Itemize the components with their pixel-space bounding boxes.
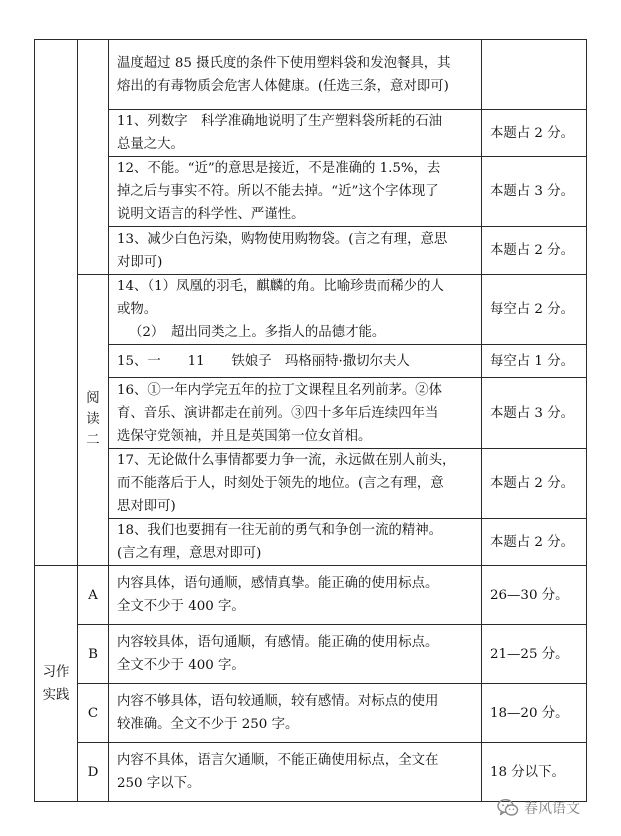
criteria-line: 内容具体，语句通顺，感情真挚。能正确的使用标点。 — [117, 576, 439, 591]
grade-label: C — [78, 684, 109, 743]
answer-line: 总量之大。 — [117, 137, 184, 152]
answer-line: （2） 超出同类之上。多指人的品德才能。 — [129, 325, 386, 340]
answer-content-18 — [109, 519, 482, 566]
score-cell: 本题占 3 分。 — [482, 157, 587, 227]
answer-line: 说明文语言的科学性、严谨性。 — [117, 207, 305, 222]
score-range: 18—20 分。 — [482, 684, 587, 743]
score-cell: 本题占 2 分。 — [482, 519, 587, 566]
answer-line: 掉之后与事实不符。所以不能去掉。“近”这个字体现了 — [117, 184, 439, 199]
answer-line: 熔出的有毒物质会危害人体健康。(任选三条，意对即可) — [117, 78, 449, 94]
reading-row-15 — [35, 345, 587, 378]
answer-content-11 — [109, 110, 482, 157]
score-cell: 每空占 1 分。 — [482, 345, 587, 378]
reading-row-13 — [35, 227, 587, 275]
answer-key-table — [34, 39, 587, 802]
reading-row-16 — [35, 378, 587, 449]
grade-criteria — [109, 625, 482, 684]
answer-content-15 — [109, 345, 482, 378]
reading-two-label: 阅读二 — [78, 275, 109, 566]
answer-line: 13、减少白色污染，购物使用购物袋。(言之有理，意思 — [117, 231, 448, 247]
criteria-line: 250 字以下。 — [117, 776, 201, 791]
score-cell: 每空占 2 分。 — [482, 275, 587, 345]
watermark-text: 春风语文 — [524, 801, 580, 817]
score-cell: 本题占 2 分。 — [482, 227, 587, 275]
answer-line: 14、（1）凤凰的羽毛，麒麟的角。比喻珍贵而稀少的人 — [117, 279, 444, 294]
criteria-line: 全文不少于 400 字。 — [117, 599, 245, 614]
score-range: 21—25 分。 — [482, 625, 587, 684]
grade-label: B — [78, 625, 109, 684]
writing-row-a — [35, 566, 587, 625]
score-cell: 本题占 3 分。 — [482, 378, 587, 449]
wechat-icon — [497, 798, 519, 818]
answer-line: 17、无论做什么事情都要力争一流，永远做在别人前头， — [117, 453, 456, 468]
answer-line: (言之有理，意思对即可) — [117, 546, 262, 561]
score-cell: 本题占 2 分。 — [482, 110, 587, 157]
answer-line: 思对即可) — [117, 499, 176, 514]
answer-line: 选保守党领袖，并且是英国第一位女首相。 — [117, 428, 372, 444]
reading-row-17 — [35, 449, 587, 519]
score-range: 26—30 分。 — [482, 566, 587, 625]
answer-line: 育、音乐、演讲都走在前列。③四十多年后连续四年当 — [117, 405, 439, 421]
answer-line: 而不能落后于人，时刻处于领先的地位。(言之有理，意 — [117, 476, 444, 491]
answer-content-17 — [109, 449, 482, 519]
answer-content-13 — [109, 227, 482, 275]
answer-line: 18、我们也要拥有一往无前的勇气和争创一流的精神。 — [117, 523, 443, 538]
answer-line: 温度超过 85 摄氏度的条件下使用塑料袋和发泡餐具，其 — [117, 55, 451, 71]
empty-category-cell — [35, 40, 78, 566]
grade-label: A — [78, 566, 109, 625]
score-range: 18 分以下。 — [482, 743, 587, 802]
reading-row-12 — [35, 157, 587, 227]
writing-row-d — [35, 743, 587, 802]
grade-label: D — [78, 743, 109, 802]
writing-row-c — [35, 684, 587, 743]
reading-row-18 — [35, 519, 587, 566]
grade-criteria — [109, 684, 482, 743]
grade-criteria — [109, 566, 482, 625]
answer-line: 11、列数字 科学准确地说明了生产塑料袋所耗的石油 — [117, 114, 443, 129]
score-cell — [482, 40, 587, 110]
grade-criteria — [109, 743, 482, 802]
reading-row-14 — [35, 275, 587, 345]
reading-row-11 — [35, 110, 587, 157]
answer-line: 或物。 — [117, 302, 158, 317]
criteria-line: 内容较具体，语句通顺，有感情。能正确的使用标点。 — [117, 635, 439, 650]
answer-line: 16、①一年内学完五年的拉丁文课程且名列前茅。②体 — [117, 382, 443, 398]
answer-content-16 — [109, 378, 482, 449]
answer-line: 15、一 11 铁娘子 玛格丽特·撒切尔夫人 — [117, 353, 410, 369]
answer-content-10 — [109, 40, 482, 110]
empty-subcategory-cell — [78, 40, 109, 275]
answer-line: 对即可) — [117, 254, 163, 270]
score-cell: 本题占 2 分。 — [482, 449, 587, 519]
criteria-line: 全文不少于 400 字。 — [117, 658, 245, 673]
criteria-line: 内容不具体，语言欠通顺，不能正确使用标点，全文在 — [117, 753, 439, 768]
answer-content-14 — [109, 275, 482, 345]
reading-row-10 — [35, 40, 587, 110]
watermark — [497, 797, 580, 819]
answer-line: 12、不能。“近”的意思是接近，不是准确的 1.5%，去 — [117, 161, 441, 176]
answer-content-12 — [109, 157, 482, 227]
writing-row-b — [35, 625, 587, 684]
criteria-line: 内容不够具体，语句较通顺，较有感情。对标点的使用 — [117, 694, 439, 709]
criteria-line: 较准确。全文不少于 250 字。 — [117, 717, 299, 732]
writing-practice-label: 习作 实践 — [35, 566, 78, 802]
